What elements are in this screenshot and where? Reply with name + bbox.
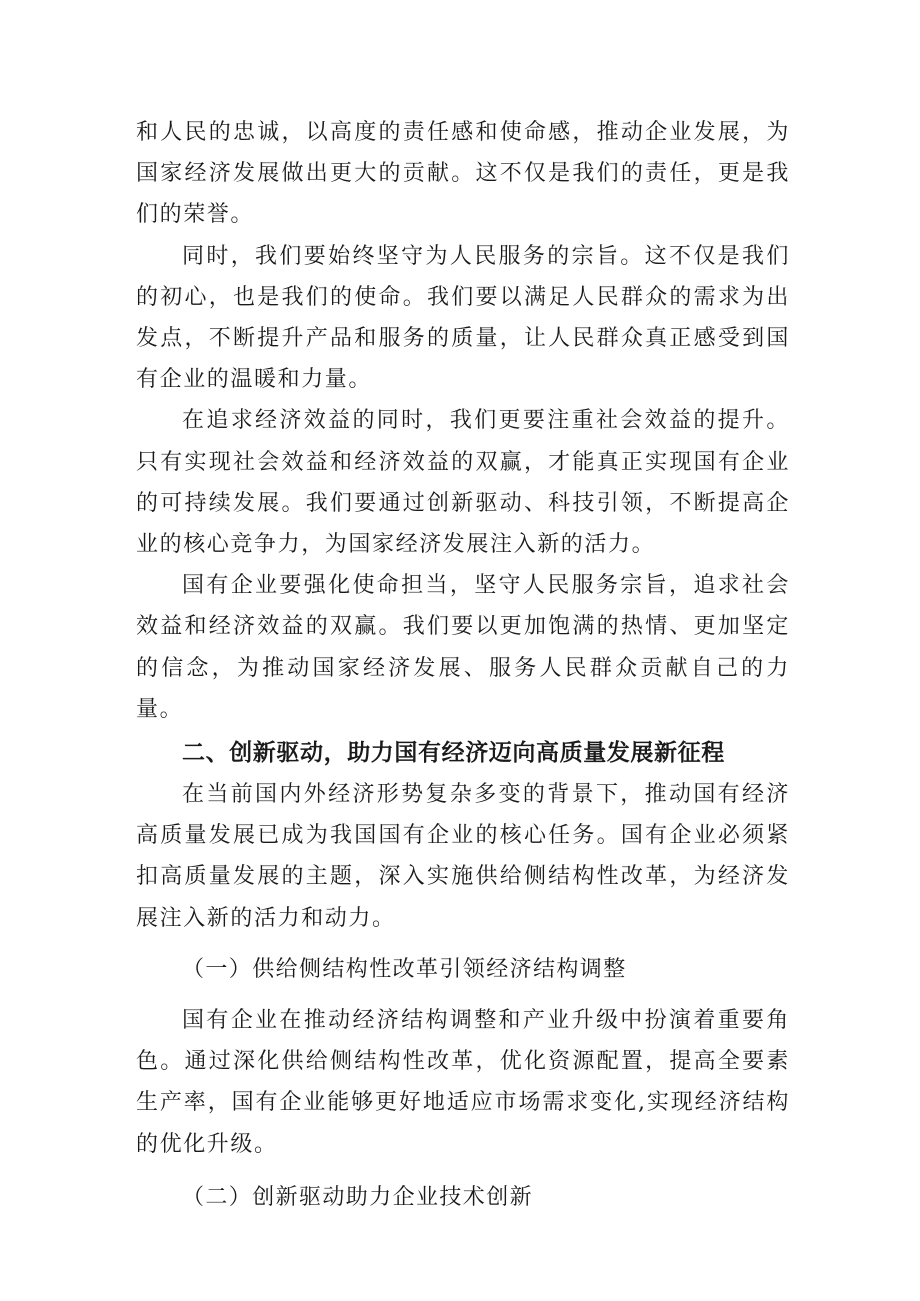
paragraph-high-quality: 在当前国内外经济形势复杂多变的背景下，推动国有经济高质量发展已成为我国国有企业的核心任务。国有企业必须紧扣高质量发展的主题，深入实施供给侧结构性改革，为经济发展注入新的活力和动力。 — [136, 782, 790, 931]
paragraph-social-benefit: 在追求经济效益的同时，我们更要注重社会效益的提升。只有实现社会效益和经济效益的双赢，才能真正实现国有企业的可持续发展。我们要通过创新驱动、科技引领，不断提高企业的核心竞争力，为国家经济发展注入新的活力。 — [136, 408, 790, 558]
paragraph-serve-people: 同时，我们要始终坚守为人民服务的宗旨。这不仅是我们的初心，也是我们的使命。我们要以满足人民群众的需求为出发点，不断提升产品和服务的质量，让人民群众真正感受到国有企业的温暖和力量。 — [136, 243, 790, 393]
paragraph-mission: 国有企业要强化使命担当，坚守人民服务宗旨，追求社会效益和经济效益的双赢。我们要以更加饱满的热情、更加坚定的信念，为推动国家经济发展、服务人民群众贡献自己的力量。 — [136, 573, 790, 722]
paragraph-continuation: 和人民的忠诚，以高度的责任感和使命感，推动企业发展，为国家经济发展做出更大的贡献。这不仅是我们的责任，更是我们的荣誉。 — [136, 120, 790, 228]
paragraph-supply-side: 国有企业在推动经济结构调整和产业升级中扮演着重要角色。通过深化供给侧结构性改革，优化资源配置，提高全要素生产率，国有企业能够更好地适应市场需求变化,实现经济结构的优化升级。 — [136, 1008, 790, 1157]
section-heading: 二、创新驱动，助力国有经济迈向高质量发展新征程 — [182, 740, 725, 767]
subsection-heading-2: （二）创新驱动助力企业技术创新 — [182, 1184, 534, 1210]
document-body — [136, 112, 790, 1226]
subsection-heading-1: （一）供给侧结构性改革引领经济结构调整 — [182, 956, 627, 982]
